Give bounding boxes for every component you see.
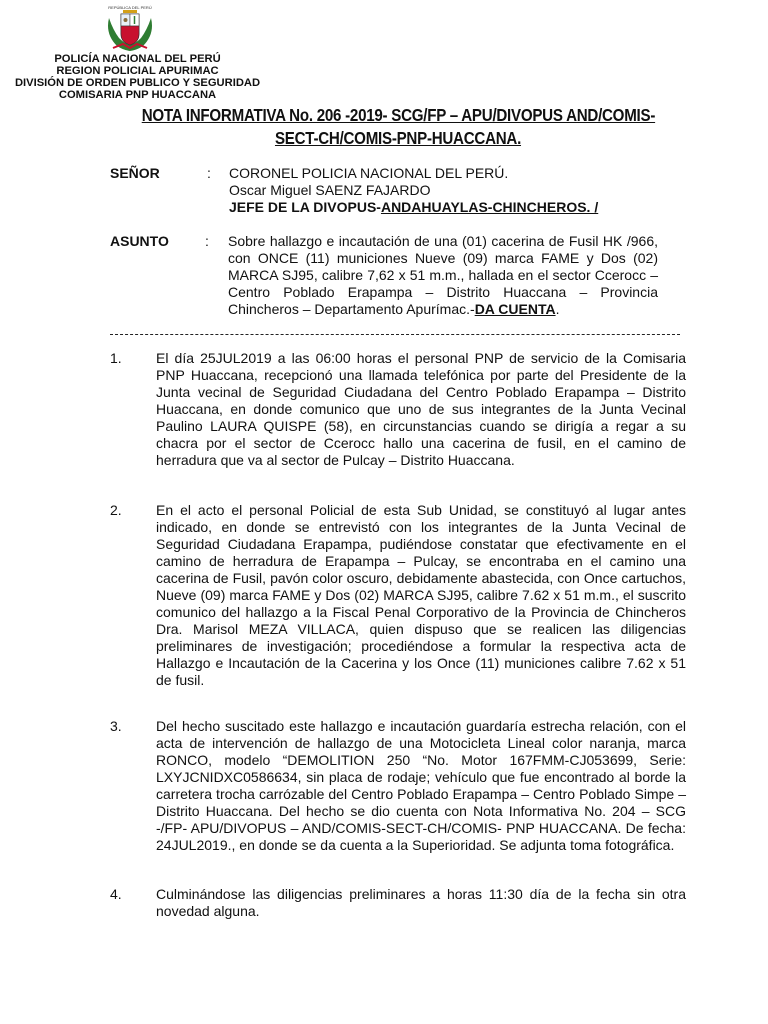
subject-text: Sobre hallazgo e incautación de una (01) cacerina de Fusil HK /966, con ONCE (11) municiones Nueve (09) marca FAME y Dos (02) MARCA SJ95, calibre 7,62 x 51 m.m., hallada en el sector Ccerocc – Centro Poblado Erapampa – Distrito Huaccana – Provincia Chincheros – Departamento Apurímac.- (228, 233, 658, 317)
subject-end: . (555, 301, 560, 317)
title-line-1: NOTA INFORMATIVA No. 206 -2019- SCG/FP – APU/DIVOPUS AND/COMIS- (141, 105, 656, 125)
paragraph-number: 2. (110, 502, 122, 518)
paragraph-text: En el acto el personal Policial de esta Sub Unidad, se constituyó al lugar antes indicado, en donde se entrevistó con los integrantes de la Junta Vecinal de Seguridad Ciudadana Erapampa, pudiéndose constatar que efectivamente en el camino de herradura de Erapampa – Pulcay, se encontraba en el camino una cacerina de Fusil, pavón color oscuro, debidamente abastecida, con Once cartuchos, Nueve (09) marca FAME y Dos (02) MARCA SJ95, calibre 7.62 x 51 m.m., el suscrito comunico del hallazgo a la Fiscal Penal Corporativo de la Provincia de Chincheros Dra. Marisol MEZA VILLACA, quien dispuso que se realicen las diligencias preliminares de investigación; procediéndose a formular la respectiva acta de Hallazgo e Incautación de la Cacerina y los Once (11) municiones calibre 7.62 x 51 de fusil. (156, 502, 686, 688)
institution-line: COMISARIA PNP HUACCANA (58, 89, 217, 101)
institution-line: REGION POLICIAL APURIMAC (56, 65, 219, 77)
institution-line: POLICÍA NACIONAL DEL PERÚ (54, 53, 221, 65)
addressee-block (229, 165, 669, 216)
position-prefix: JEFE DE LA DIVOPUS- (229, 199, 381, 215)
document-title (100, 104, 696, 150)
institution-header (10, 53, 265, 101)
senor-colon: : (207, 165, 211, 181)
paragraph-text: El día 25JUL2019 a las 06:00 horas el personal PNP de servicio de la Comisaria PNP Huaccana, recepcionó una llamada telefónica por parte del Presidente de la Junta vecinal de Seguridad Ciudadana del Centro Poblado Erapampa – Distrito Huaccana, en donde comunico que uno de sus integrantes de la Junta Vecinal Paulino LAURA QUISPE (58), en circunstancias cuando se dirigía a regar a su chacra por el sector de Ccerocc hallo una cacerina de fusil, en el camino de herradura que va al sector de Pulcay – Distrito Huaccana. (156, 350, 686, 468)
paragraph-number: 1. (110, 350, 122, 366)
senor-label: SEÑOR (110, 165, 160, 181)
institution-line: DIVISIÓN DE ORDEN PUBLICO Y SEGURIDAD (14, 77, 261, 89)
addressee-rank: CORONEL POLICIA NACIONAL DEL PERÚ. (229, 165, 509, 181)
paragraph-3 (110, 718, 686, 854)
asunto-colon: : (205, 233, 209, 249)
addressee-name: Oscar Miguel SAENZ FAJARDO (229, 182, 431, 198)
paragraph-text: Del hecho suscitado este hallazgo e incautación guardaría estrecha relación, con el acta de intervención de hallazgo de una Motocicleta Lineal color naranja, marca RONCO, modelo “DEMOLITION 250 “No. Motor 167FMM-CJ053699, Serie: LXYJCNIDXC0586634, sin placa de rodaje; vehículo que fue encontrado al borde la carretera trocha carrózable del Centro Poblado Erapampa – Centro Poblado Simpe – Distrito Huaccana. Del hecho se dio cuenta con Nota Informativa No. 204 – SCG -/FP- APU/DIVOPUS – AND/COMIS-SECT-CH/COMIS- PNP HUACCANA. De fecha: 24JUL2019., en donde se da cuenta a la Superioridad. Se adjunta toma fotográfica. (156, 718, 686, 853)
asunto-label: ASUNTO (110, 233, 169, 249)
subject-block (228, 233, 658, 318)
emblem-caption: REPÚBLICA DEL PERÚ (108, 5, 152, 10)
paragraph-1 (110, 350, 686, 469)
position-unit: ANDAHUAYLAS-CHINCHEROS. / (380, 199, 599, 215)
addressee-position (229, 199, 669, 216)
peru-coat-of-arms-icon (103, 4, 157, 54)
paragraph-number: 3. (110, 718, 122, 734)
paragraph-number: 4. (110, 886, 122, 902)
subject-closing: DA CUENTA (474, 301, 556, 317)
separator-line (110, 334, 680, 335)
paragraph-text: Culminándose las diligencias preliminares a horas 11:30 día de la fecha sin otra novedad alguna. (156, 886, 686, 919)
title-line-2: SECT-CH/COMIS-PNP-HUACCANA. (274, 128, 522, 148)
national-emblem (103, 4, 157, 54)
paragraph-2 (110, 502, 686, 689)
paragraph-4 (110, 886, 686, 920)
